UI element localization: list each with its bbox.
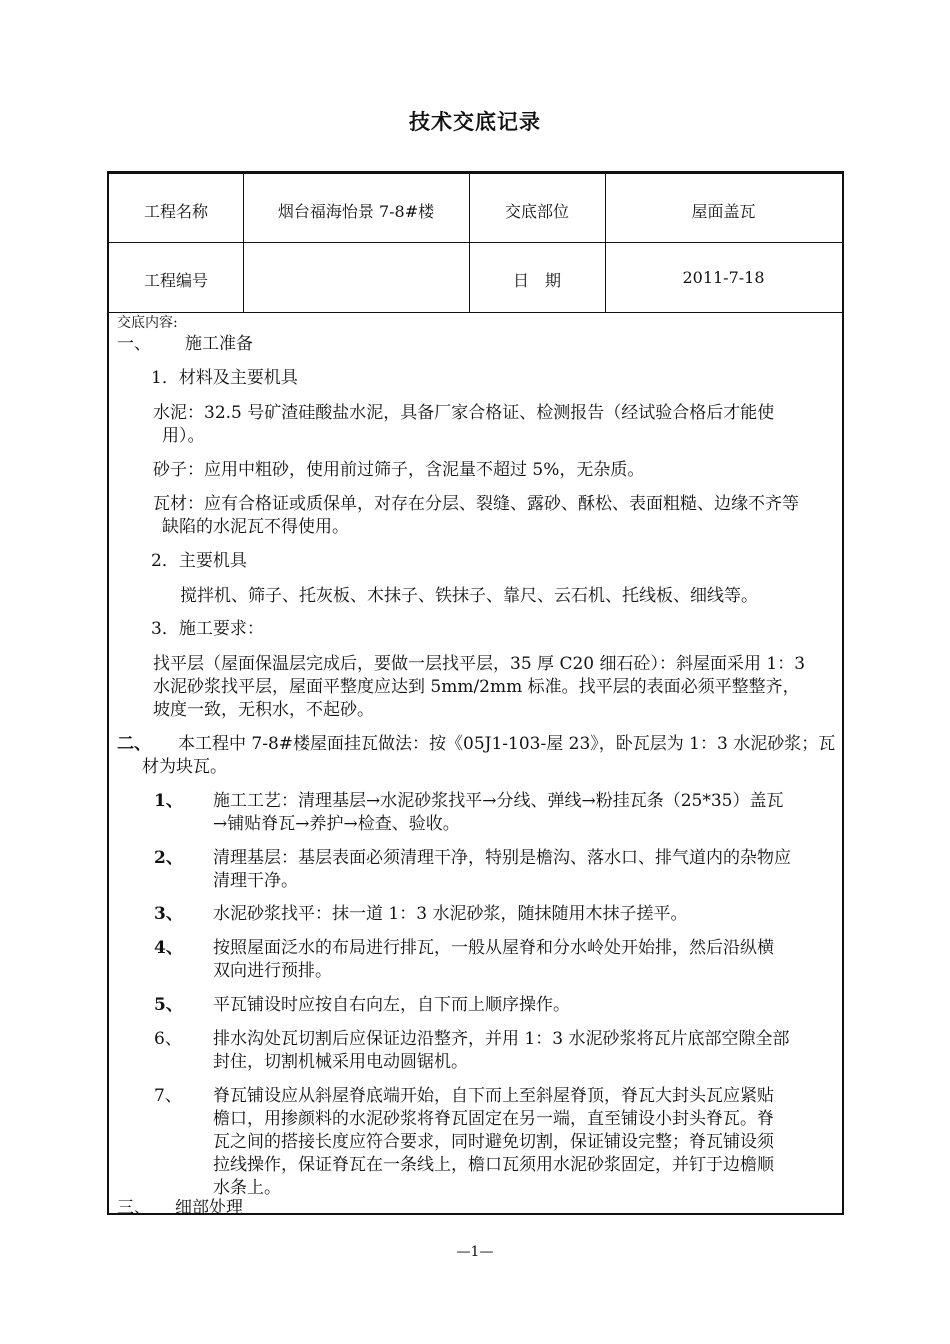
section-1-number: 一、 xyxy=(117,334,151,354)
item-line: →铺贴脊瓦→养护→检查、验收。 xyxy=(213,814,460,834)
item-line: 排水沟处瓦切割后应保证边沿整齐，并用 1：3 水泥砂浆将瓦片底部空隙全部 xyxy=(213,1029,790,1049)
project-no-label: 工程编号 xyxy=(143,271,208,290)
item-line: 双向进行预排。 xyxy=(213,961,332,981)
col-divider xyxy=(469,173,470,312)
item-number: 2、 xyxy=(154,848,183,868)
item-line: 封住，切割机械采用电动圆锯机。 xyxy=(213,1052,468,1072)
section-2-line-2: 材为块瓦。 xyxy=(142,757,227,777)
item-number: 7、 xyxy=(154,1086,182,1106)
project-name-label: 工程名称 xyxy=(143,202,208,221)
leveling-line-2: 水泥砂浆找平层，屋面平整度应达到 5mm/2mm 标准。找平层的表面必须平整整齐， xyxy=(153,677,800,697)
item-line: 水条上。 xyxy=(213,1178,281,1198)
leveling-line-1: 找平层（屋面保温层完成后，要做一层找平层，35 厚 C20 细石砼）：斜屋面采用 1：3 xyxy=(153,654,806,674)
item-line: 施工工艺：清理基层→水泥砂浆找平→分线、弹线→粉挂瓦条（25*35）盖瓦 xyxy=(213,791,784,811)
leveling-line-3: 坡度一致，无积水，不起砂。 xyxy=(153,700,374,720)
item-line: 按照屋面泛水的布局进行排瓦，一般从屋脊和分水岭处开始排，然后沿纵横 xyxy=(213,938,774,958)
item-line: 清理基层：基层表面必须清理干净，特别是檐沟、落水口、排气道内的杂物应 xyxy=(213,848,791,868)
item-line: 檐口，用掺颜料的水泥砂浆将脊瓦固定在另一端，直至铺设小封头脊瓦。脊 xyxy=(213,1109,774,1129)
subsection-materials: 1．材料及主要机具 xyxy=(151,368,298,388)
content-label: 交底内容: xyxy=(117,315,178,331)
page-number: —1— xyxy=(456,1244,494,1260)
section-1-title: 施工准备 xyxy=(185,334,253,354)
item-number: 6、 xyxy=(154,1029,182,1049)
item-line: 拉线操作，保证脊瓦在一条线上，檐口瓦须用水泥砂浆固定，并钉于边檐顺 xyxy=(213,1155,774,1175)
position-value: 屋面盖瓦 xyxy=(691,202,756,221)
item-line: 瓦之间的搭接长度应符合要求，同时避免切割，保证铺设完整；脊瓦铺设须 xyxy=(213,1132,774,1152)
section-3-title: 细部处理 xyxy=(175,1198,243,1218)
row-divider xyxy=(109,242,842,243)
item-line: 清理干净。 xyxy=(213,871,298,891)
subsection-requirements: 3．施工要求： xyxy=(151,619,264,639)
record-table xyxy=(107,171,844,1218)
document-title: 技术交底记录 xyxy=(409,110,541,134)
date-value: 2011-7-18 xyxy=(682,268,765,287)
section-3-number: 三、 xyxy=(117,1198,151,1218)
tile-line-2: 缺陷的水泥瓦不得使用。 xyxy=(162,517,349,537)
row-divider xyxy=(109,312,842,313)
item-number: 3、 xyxy=(154,904,183,924)
section-2-number: 二、 xyxy=(117,734,151,754)
cement-line-2: 用）。 xyxy=(162,426,205,446)
item-number: 4、 xyxy=(154,938,183,958)
cement-line-1: 水泥：32.5 号矿渣硅酸盐水泥，具备厂家合格证、检测报告（经试验合格后才能使 xyxy=(153,403,775,423)
col-divider xyxy=(605,173,606,312)
tile-line-1: 瓦材：应有合格证或质保单，对存在分层、裂缝、露砂、酥松、表面粗糙、边缘不齐等 xyxy=(153,494,799,514)
tools-line: 搅拌机、筛子、托灰板、木抹子、铁抹子、靠尺、云石机、托线板、细线等。 xyxy=(180,586,758,606)
position-label: 交底部位 xyxy=(504,202,569,221)
col-divider xyxy=(243,173,244,312)
item-line: 平瓦铺设时应按自右向左，自下而上顺序操作。 xyxy=(213,995,570,1015)
subsection-tools: 2．主要机具 xyxy=(151,551,247,571)
sand-line: 砂子：应用中粗砂，使用前过筛子，含泥量不超过 5%，无杂质。 xyxy=(153,460,645,480)
section-2-line-1: 本工程中 7-8#楼屋面挂瓦做法：按《05J1-103-屋 23》，卧瓦层为 1：3 水泥砂浆；瓦 xyxy=(178,734,836,754)
item-number: 5、 xyxy=(154,995,183,1015)
project-name-value: 烟台福海怡景 7-8#楼 xyxy=(277,202,435,221)
date-label: 日 期 xyxy=(512,271,561,290)
item-number: 1、 xyxy=(154,791,183,811)
item-line: 水泥砂浆找平：抹一道 1：3 水泥砂浆，随抹随用木抹子搓平。 xyxy=(213,904,688,924)
item-line: 脊瓦铺设应从斜屋脊底端开始，自下而上至斜屋脊顶，脊瓦大封头瓦应紧贴 xyxy=(213,1086,774,1106)
